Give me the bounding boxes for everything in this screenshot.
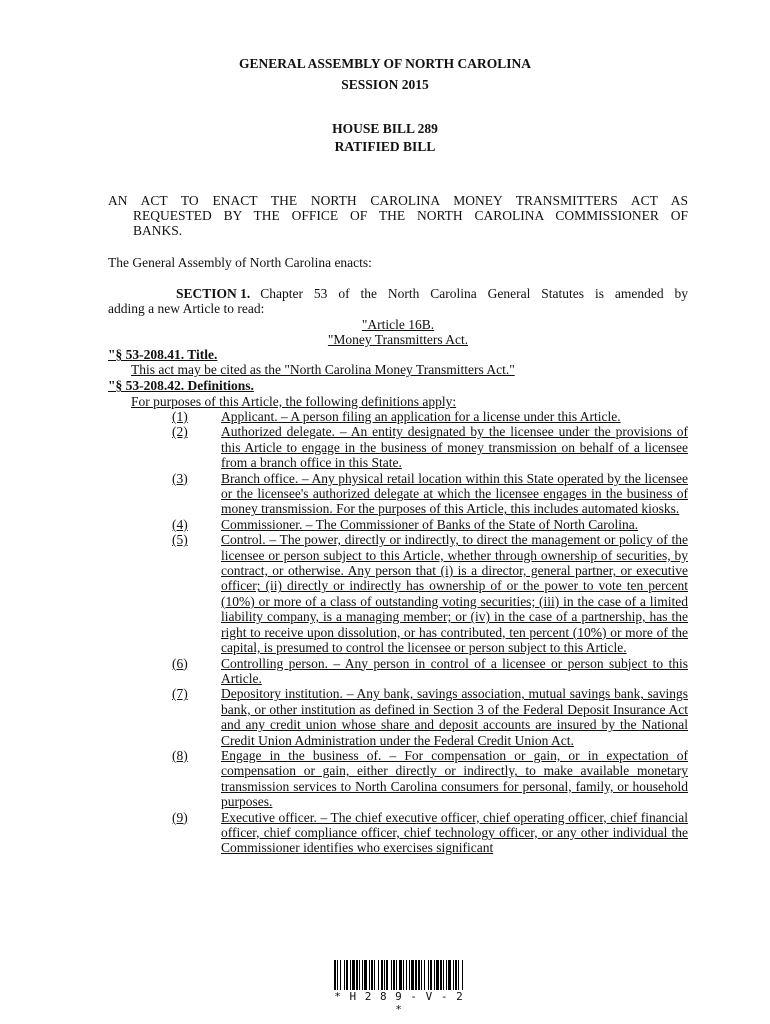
barcode-bar [393, 960, 395, 990]
definition-item [172, 517, 688, 532]
barcode-bar [399, 960, 402, 990]
definition-text: Controlling person. – Any person in control of a licensee or person subject to this Article. [221, 655, 688, 686]
barcode-bar [359, 960, 360, 990]
barcode-bar [364, 960, 367, 990]
bill-number: HOUSE BILL 289 [332, 121, 438, 136]
definition-item [172, 748, 688, 810]
article-number: "Article 16B. [361, 317, 435, 332]
definition-text: Branch office. – Any physical retail location within this State operated by the licensee or the licensee's authorized delegate at which the licensee engages in the business of money transmission. For the purposes of this Article, this includes automated kiosks. [221, 470, 688, 517]
barcode-bars [334, 960, 463, 990]
barcode-bar [384, 960, 385, 990]
definition-number: (8) [172, 747, 188, 763]
barcode-bar [448, 960, 451, 990]
barcode-bar [344, 960, 345, 990]
section-1-label: SECTION 1. [176, 286, 251, 301]
definition-item [172, 686, 688, 748]
definition-text: Authorized delegate. – An entity designated by the licensee under the provisions of this Article to engage in the business of money transmission on behalf of a licensee from a branch office in this State. [221, 424, 688, 471]
barcode-bar [415, 960, 417, 990]
barcode-bar [374, 960, 375, 990]
barcode-bar [334, 960, 336, 990]
barcode-bar [386, 960, 388, 990]
barcode-bar [381, 960, 383, 990]
definition-number: (9) [172, 809, 188, 825]
barcode-bar [346, 960, 348, 990]
act-title-line: REQUESTED BY THE OFFICE OF THE NORTH CAROLINA COMMISSIONER OF [133, 208, 688, 223]
definition-text: Control. – The power, directly or indirectly, to direct the management or policy of the licensee or person subject to this Article, whether through ownership of securities, by contract, or otherwise. Any person that (i) is a director, general partner, or executive officer; (ii) directly or indirectly has ownership of or the power to vote ten percent (10%) or more of a class of outstanding voting securities; (iii) in the case of a limited liability company, is a managing member; or (iv) in the case of a partnership, has the right to receive upon dissolution, or has contributed, ten percent (10%) or more of the capital, is presumed to control the licensee or person subject to this Article. [221, 532, 688, 656]
barcode-bar [440, 960, 442, 990]
definition-item [172, 810, 688, 856]
barcode-bar [430, 960, 432, 990]
definition-number: (7) [172, 686, 188, 702]
definition-number: (1) [172, 409, 188, 424]
barcode-bar [453, 960, 454, 990]
definition-text: Engage in the business of. – For compensation or gain, or in expectation of compensation or gain, either directly or indirectly, to make available monetary transmission services to North Carolina consumers for personal, family, or household purposes. [221, 747, 688, 810]
section-1-text-cont: adding a new Article to read: [108, 301, 265, 316]
definition-text: Applicant. – A person filing an application for a license under this Article. [221, 409, 621, 424]
definition-text: Executive officer. – The chief executive officer, chief operating officer, chief financial officer, chief compliance officer, chief technology officer, or any other individual the Commissioner identifies who exercises significant [221, 809, 688, 856]
definition-item [172, 656, 688, 687]
definition-number: (3) [172, 470, 188, 486]
assembly-heading: GENERAL ASSEMBLY OF NORTH CAROLINA [238, 56, 532, 71]
act-title-line: BANKS. [133, 223, 183, 238]
barcode-bar [428, 960, 429, 990]
definition-item [172, 424, 688, 470]
barcode-bar [446, 960, 447, 990]
title-section-heading [108, 347, 217, 362]
barcode-bar [362, 960, 363, 990]
definitions-heading-text: "§ 53-208.42. Definitions. [108, 378, 254, 393]
definition-text: Commissioner. – The Commissioner of Banks of the State of North Carolina. [221, 516, 639, 532]
definitions-intro: For purposes of this Article, the following definitions apply: [131, 394, 457, 409]
barcode-bar [436, 960, 439, 990]
definition-text: Depository institution. – Any bank, savings association, mutual savings bank, savings bank, or other institution as defined in Section 3 of the Federal Deposit Insurance Act and any credit union whose share and deposit accounts are insured by the National Credit Union Administration under the Federal Credit Union Act. [221, 686, 688, 748]
definition-item [172, 471, 688, 517]
barcode-bar [352, 960, 355, 990]
barcode-bar [406, 960, 407, 990]
definition-item [172, 532, 688, 655]
barcode-bar [350, 960, 351, 990]
barcode-bar [424, 960, 425, 990]
act-title-line: AN ACT TO ENACT THE NORTH CAROLINA MONEY TRANSMITTERS ACT AS [108, 193, 688, 208]
barcode-bar [403, 960, 404, 990]
barcode-bar [418, 960, 420, 990]
definition-number: (6) [172, 655, 188, 671]
barcode-bar [434, 960, 435, 990]
bill-status: RATIFIED BILL [334, 139, 436, 154]
title-section-heading-text: "§ 53-208.41. Title. [108, 347, 218, 362]
article-name: "Money Transmitters Act. [327, 332, 469, 347]
definition-number: (2) [172, 424, 188, 440]
definition-item [172, 409, 688, 424]
barcode-bar [462, 960, 463, 990]
barcode-bar [337, 960, 338, 990]
definitions-list [172, 409, 688, 856]
barcode-bar [371, 960, 373, 990]
barcode-bar [378, 960, 379, 990]
barcode-bar [356, 960, 358, 990]
enacting-clause: The General Assembly of North Carolina enacts: [108, 255, 372, 270]
barcode-bar [369, 960, 370, 990]
barcode-text: * H 2 8 9 - V - 2 * [334, 990, 464, 1016]
barcode-bar [455, 960, 457, 990]
definitions-heading [108, 378, 254, 393]
definition-number: (4) [172, 516, 188, 532]
title-section-text: This act may be cited as the "North Carolina Money Transmitters Act." [131, 362, 515, 377]
section-1-text: Chapter 53 of the North Carolina General Statutes is amended by [260, 286, 688, 301]
session-heading: SESSION 2015 [341, 77, 429, 92]
barcode-bar [396, 960, 397, 990]
barcode-image [334, 960, 464, 990]
barcode-bar [443, 960, 444, 990]
barcode-bar [458, 960, 459, 990]
barcode-bar [340, 960, 341, 990]
barcode-bar [409, 960, 410, 990]
section-1-first-line [176, 286, 688, 301]
definition-number: (5) [172, 532, 188, 548]
barcode-bar [421, 960, 422, 990]
barcode-bar [391, 960, 392, 990]
barcode-bar [411, 960, 414, 990]
